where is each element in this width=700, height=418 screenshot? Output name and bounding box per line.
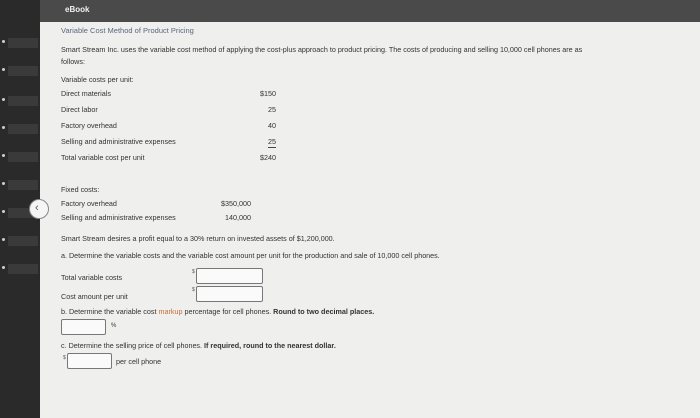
table-row-total (61, 154, 281, 170)
q-a-label-1: Total variable costs (61, 273, 123, 282)
rail-item[interactable] (8, 152, 38, 162)
profit-line: Smart Stream desires a profit equal to a 30% return on invested assets of $1,200,000. (61, 234, 335, 243)
row-value: 40 (268, 121, 276, 130)
question-b-prefix: b. Determine the variable cost (61, 307, 159, 316)
row-value: $150 (260, 89, 276, 98)
table-row (61, 138, 281, 154)
table-row (61, 122, 281, 138)
brand-label: eBook (65, 5, 90, 14)
q-a-label-2: Cost amount per unit (61, 292, 128, 301)
rail-marker (2, 266, 5, 269)
percent-suffix: % (111, 323, 117, 329)
rail-marker (2, 40, 5, 43)
rail-marker (2, 98, 5, 101)
question-a: a. Determine the variable costs and the variable cost amount per unit for the production and sale of 10,000 cell phones. (61, 251, 440, 260)
chevron-left-icon: ‹ (35, 202, 39, 214)
table-row (61, 200, 281, 214)
row-label: Factory overhead (61, 199, 117, 208)
question-c-instruction: If required, round to the nearest dollar. (204, 341, 336, 350)
variable-costs-header: Variable costs per unit: (61, 75, 134, 84)
variable-costs-table (61, 90, 281, 170)
row-label: Direct materials (61, 89, 111, 98)
rail-item[interactable] (8, 66, 38, 76)
question-b-mid: percentage for cell phones. (182, 307, 274, 316)
currency-symbol: $ (63, 355, 66, 361)
back-button[interactable] (29, 199, 49, 219)
question-c-prefix: c. Determine the selling price of cell phones. (61, 341, 205, 350)
rail-item[interactable] (8, 180, 38, 190)
row-label: Selling and administrative expenses (61, 213, 176, 222)
rail-marker (2, 182, 5, 185)
question-c (61, 342, 336, 350)
table-row (61, 106, 281, 122)
markup-percentage-input[interactable] (61, 319, 106, 335)
row-value: $240 (260, 153, 276, 162)
table-row (61, 90, 281, 106)
currency-symbol: $ (192, 287, 195, 293)
question-b (61, 308, 374, 316)
table-row (61, 214, 281, 228)
selling-price-input[interactable] (67, 353, 112, 369)
currency-symbol: $ (192, 269, 195, 275)
top-bar (40, 0, 700, 22)
rail-marker (2, 126, 5, 129)
markup-link[interactable]: markup (158, 307, 183, 316)
problem-content (58, 22, 688, 418)
question-b-instruction: Round to two decimal places. (273, 307, 375, 316)
row-value: 25 (268, 105, 276, 114)
row-value: 140,000 (225, 213, 251, 222)
row-label: Selling and administrative expenses (61, 137, 176, 146)
total-variable-costs-input[interactable] (196, 268, 263, 284)
rail-item[interactable] (8, 264, 38, 274)
fixed-costs-table (61, 186, 281, 228)
rail-marker (2, 210, 5, 213)
row-label: Direct labor (61, 105, 98, 114)
rail-item[interactable] (8, 96, 38, 106)
rail-marker (2, 154, 5, 157)
row-label: Total variable cost per unit (61, 153, 145, 162)
rail-item[interactable] (8, 236, 38, 246)
row-value: 25 (268, 138, 276, 148)
problem-title: Variable Cost Method of Product Pricing (61, 26, 194, 35)
fixed-costs-header: Fixed costs: (61, 185, 100, 194)
rail-item[interactable] (8, 124, 38, 134)
rail-item[interactable] (8, 38, 38, 48)
row-value: $350,000 (221, 199, 251, 208)
intro-line-1: Smart Stream Inc. uses the variable cost method of applying the cost-plus approach to product pricing. The costs of producing and selling 10,000 cell phones are as (61, 45, 583, 54)
per-cell-phone-label: per cell phone (116, 357, 162, 366)
intro-line-2: follows: (61, 57, 85, 66)
row-label: Factory overhead (61, 121, 117, 130)
rail-marker (2, 68, 5, 71)
rail-marker (2, 238, 5, 241)
cost-amount-per-unit-input[interactable] (196, 286, 263, 302)
